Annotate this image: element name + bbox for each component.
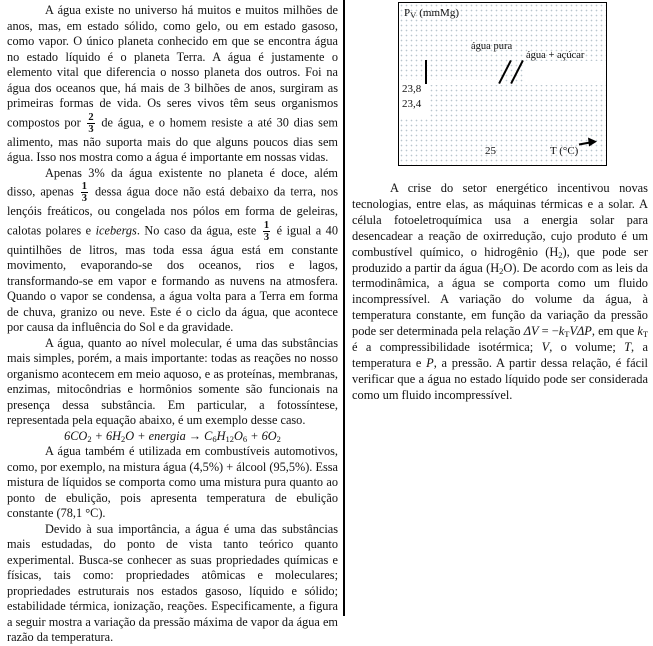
vapor-pressure-figure <box>398 2 607 166</box>
y-axis-label <box>404 7 459 19</box>
right-column-text <box>352 181 648 404</box>
column-divider <box>343 0 345 616</box>
curve-band-right <box>525 61 606 85</box>
paragraph: A água existe no universo há muitos e muitos milhões de anos, mas, em estado sólido, como gelo, ou em estado gasoso, como vapor. O único planeta conhecido em que se encontra água no estado líquido é o planeta Terra. A água é justamente o elemento vital que diferencia o nosso planeta dos outros. Foi na água dos oceanos que, há mais de 3 bilhões de anos, surgiram as primeiras formas de vida. Os seres vivos têm seus organismos compostos por $\frac{2}{3}$ de água, e o homem resiste a até 30 dias sem alimento, mas não suporta mais do que alguns poucos dias sem água. Isso nos mostra como a água é importante em nossas vidas. <box>7 3 338 165</box>
x-axis-label: T (°C) <box>550 145 579 157</box>
paragraph: Devido à sua importância, a água é uma das substâncias mais estudadas, do ponto de vista tanto teórico quanto experimental. Busca-se conhecer as suas propriedades químicas e físicas, tais como: propriedades atômicas e moleculares; propriedades estruturais nos estados gasoso, líquido e sólido; estabilidade térmica, ionização, reações. Especificamente, a figura a seguir mostra a variação da pressão máxima de vapor da água em razão da temperatura. <box>7 521 338 645</box>
paragraph: Apenas 3% da água existente no planeta é doce, além disso, apenas $\frac{1}{3}$ dessa água doce não está debaixo da terra, nos lençóis freáticos, ou congelada nos pólos em forma de geleiras, calotas polares e icebergs. No caso da água, este $\frac{1}{3}$ é igual a 40 quintilhões de litros, mas toda essa água está em constante movimento, evaporando-se dos oceanos, rios e lagos, transformando-se em vapor e formando as nuvens na atmosfera. Quando o vapor se condensa, a água volta para a Terra em forma de chuva, granizo ou neve. Este é o ciclo da água, que acontece por causa da influência do Sol e da gravidade. <box>7 165 338 335</box>
right-column <box>352 0 648 404</box>
curve-start-tick <box>425 60 427 84</box>
axis-break-icon <box>510 60 524 84</box>
curve-label-pure-water: água pura <box>471 41 513 52</box>
paragraph: A água, quanto ao nível molecular, é uma das substâncias mais simples, porém, a mais importante: todas as reações no nosso organismo acontecem em meio aquoso, e as proteínas, membranas, enzimas, mitocôndrias e hormônios somente são funcionais na presença dessa substância. Em particular, a fotossíntese, representada pela equação abaixo, é um exemplo desse caso. <box>7 335 338 428</box>
y-axis-symbol: P <box>404 7 411 19</box>
fraction: $\frac{1}{3}$ <box>81 181 88 205</box>
equation-line: $6CO_2 + 6H_2O$ + energia → $C_6H_{12}O_6 + 6O_2$ <box>64 428 281 444</box>
fraction: $\frac{1}{3}$ <box>263 219 270 243</box>
curve-label-water-sugar: água + açúcar <box>526 50 585 61</box>
fraction: $\frac{2}{3}$ <box>88 111 94 135</box>
left-column <box>7 3 338 646</box>
paragraph: A crise do setor energético incentivou novas tecnologias, entre elas, as máquinas térmicas e a solar. A célula fotoeletroquímica usa a energia solar para desencadear a reação de oxirredução, cujo produto é um combustível químico, o hidrogênio $(H_2)$, que pode ser produzido a partir da água $(H_2O)$. De acordo com as leis da termodinâmica, a água se comporta como um fluido incompressível. A variação do volume da água, à temperatura constante, em função da variação da pressão pode ser determinada pela relação $\Delta V = -k_TV\Delta P$, em que $k_T$ é a compressibilidade isotérmica; V, o volume; T, a temperatura e P, a pressão. A partir dessa relação, é fácil verificar que a água no estado líquido pode ser considerada como um fluido incompressível. <box>352 181 649 402</box>
x-tick-25: 25 <box>485 145 496 157</box>
axis-break-icon <box>498 60 512 84</box>
paragraph: A água também é utilizada em combustíveis automotivos, como, por exemplo, na mistura água (4,5%) + álcool (95,5%). Essa mistura de líquidos se comporta como uma mistura pura quanto ao ponto de ebulição, pois apresenta temperatura de ebulição constante (78,1 °C). <box>7 444 339 521</box>
y-tick-23-4: 23,4 <box>402 98 422 110</box>
x-axis-arrow-icon <box>578 136 598 148</box>
y-tick-23-8: 23,8 <box>402 83 422 95</box>
y-axis-symbol-sub: V <box>410 10 417 20</box>
y-axis-unit: (mmMg) <box>419 7 459 19</box>
